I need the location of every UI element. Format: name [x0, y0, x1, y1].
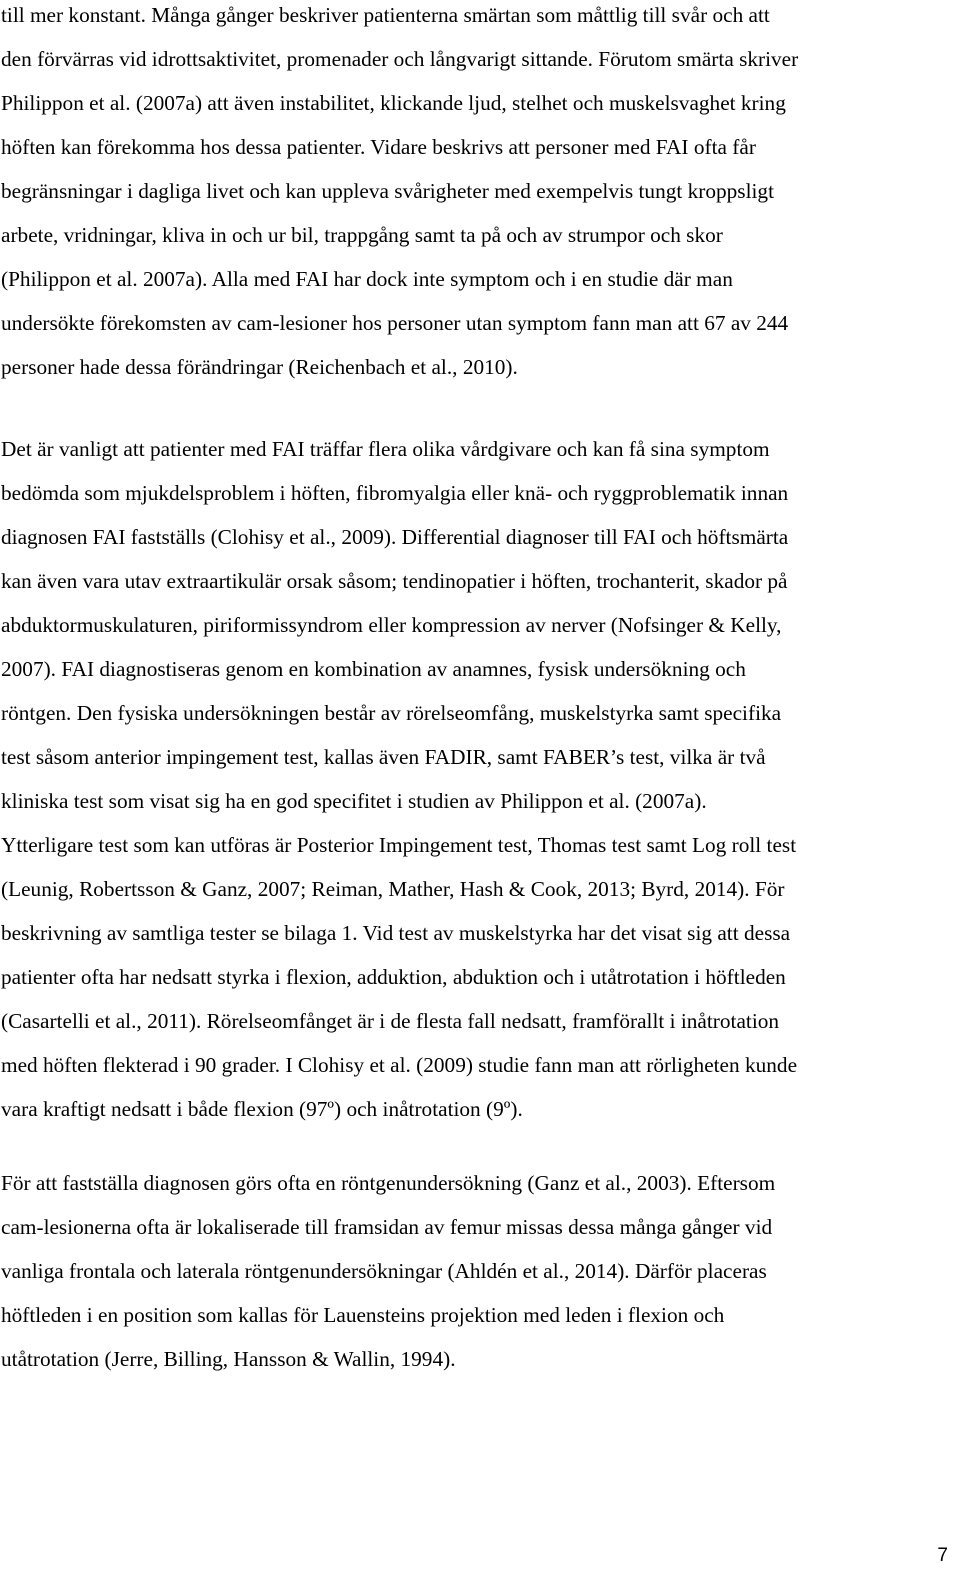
text-line: höften kan förekomma hos dessa patienter. Vidare beskrivs att personer med FAI ofta får	[1, 135, 756, 159]
text-line: höftleden i en position som kallas för Lauensteins projektion med leden i flexion och	[1, 1303, 725, 1327]
text-line: (Casartelli et al., 2011). Rörelseomfånget är i de flesta fall nedsatt, framförallt i inåtrotation	[1, 1009, 780, 1033]
text-line: vanliga frontala och laterala röntgenundersökningar (Ahldén et al., 2014). Därför placeras	[1, 1259, 767, 1283]
text-line: För att fastställa diagnosen görs ofta en röntgenundersökning (Ganz et al., 2003). Eftersom	[1, 1171, 776, 1195]
text-line: utåtrotation (Jerre, Billing, Hansson & Wallin, 1994).	[1, 1347, 456, 1371]
text-line: Ytterligare test som kan utföras är Posterior Impingement test, Thomas test samt Log roll test	[1, 833, 797, 857]
text-line: kan även vara utav extraartikulär orsak såsom; tendinopatier i höften, trochanterit, skador på	[1, 569, 788, 593]
text-line: röntgen. Den fysiska undersökningen består av rörelseomfång, muskelstyrka samt specifika	[1, 701, 782, 725]
text-line: abduktormuskulaturen, piriformissyndrom eller kompression av nerver (Nofsinger & Kelly,	[1, 613, 782, 637]
text-line: (Leunig, Robertsson & Ganz, 2007; Reiman, Mather, Hash & Cook, 2013; Byrd, 2014). För	[1, 877, 785, 901]
text-line: patienter ofta har nedsatt styrka i flexion, adduktion, abduktion och i utåtrotation i höftleden	[1, 965, 786, 989]
text-line: med höften flekterad i 90 grader. I Clohisy et al. (2009) studie fann man att rörligheten kunde	[1, 1053, 798, 1077]
text-line: begränsningar i dagliga livet och kan uppleva svårigheter med exempelvis tungt kroppsligt	[1, 179, 774, 203]
text-line: vara kraftigt nedsatt i både flexion (97º) och inåtrotation (9º).	[1, 1097, 523, 1121]
text-line: bedömda som mjukdelsproblem i höften, fibromyalgia eller knä- och ryggproblematik innan	[1, 481, 789, 505]
text-line: beskrivning av samtliga tester se bilaga 1. Vid test av muskelstyrka har det visat sig att dessa	[1, 921, 791, 945]
text-line: test såsom anterior impingement test, kallas även FADIR, samt FABER’s test, vilka är två	[1, 745, 766, 769]
text-line: undersökte förekomsten av cam-lesioner hos personer utan symptom fann man att 67 av 244	[1, 311, 789, 335]
text-line: arbete, vridningar, kliva in och ur bil, trappgång samt ta på och av strumpor och skor	[1, 223, 723, 247]
page-number: 7	[937, 1545, 948, 1566]
text-line: den förvärras vid idrottsaktivitet, promenader och långvarigt sittande. Förutom smärta skriver	[1, 47, 799, 71]
text-line: personer hade dessa förändringar (Reichenbach et al., 2010).	[1, 355, 518, 379]
text-line: (Philippon et al. 2007a). Alla med FAI har dock inte symptom och i en studie där man	[1, 267, 733, 291]
text-line: till mer konstant. Många gånger beskriver patienterna smärtan som måttlig till svår och att	[1, 3, 770, 27]
text-line: diagnosen FAI fastställs (Clohisy et al., 2009). Differential diagnoser till FAI och höftsmärta	[1, 525, 789, 549]
text-line: Det är vanligt att patienter med FAI träffar flera olika vårdgivare och kan få sina symptom	[1, 437, 770, 461]
text-line: cam-lesionerna ofta är lokaliserade till framsidan av femur missas dessa många gånger vid	[1, 1215, 773, 1239]
text-line: Philippon et al. (2007a) att även instabilitet, klickande ljud, stelhet och muskelsvaghet kring	[1, 91, 786, 115]
text-line: kliniska test som visat sig ha en god specifitet i studien av Philippon et al. (2007a).	[1, 789, 707, 813]
text-line: 2007). FAI diagnostiseras genom en kombination av anamnes, fysisk undersökning och	[1, 657, 746, 681]
